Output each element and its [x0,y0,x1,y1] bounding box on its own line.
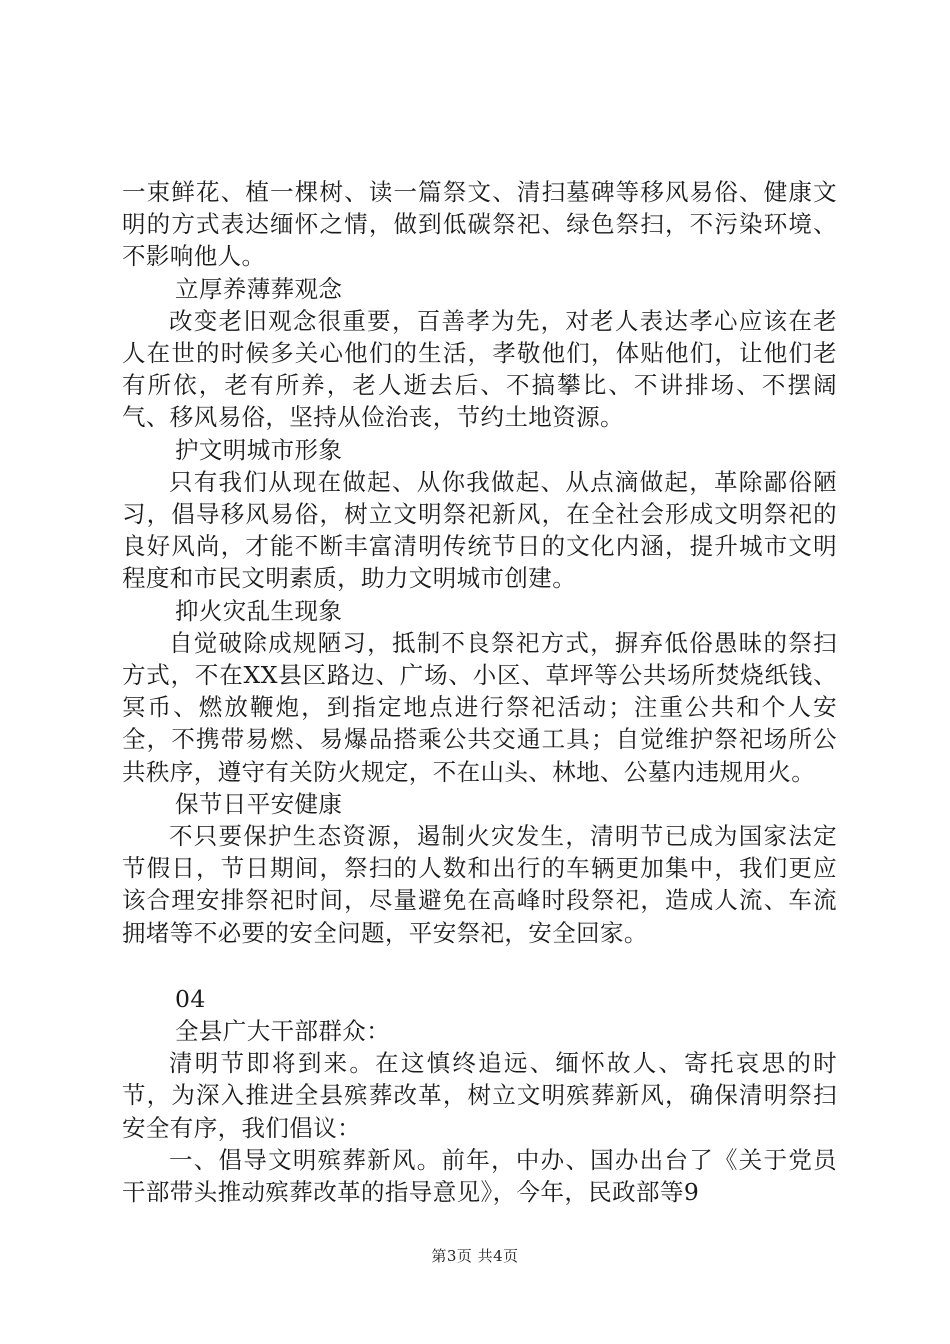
section-heading: 护文明城市形象 [175,435,343,464]
section-heading: 抑火灾乱生现象 [175,596,343,625]
salutation: 全县广大干部群众： [175,1017,391,1046]
document-body [122,176,837,1208]
paragraph: 改变老旧观念很重要，百善孝为先，对老人表达孝心应该在老人在世的时候多关心他们的生活，孝敬他们，体贴他们，让他们老有所依，老有所养，老人逝去后、不搞攀比、不讲排场、不摆阔气、移风易俗，坚持从俭治丧，节约土地资源。 [122,306,837,432]
paragraph-continuation: 一束鲜花、植一棵树、读一篇祭文、清扫墓碑等移风易俗、健康文明的方式表达缅怀之情，做到低碳祭祀、绿色祭扫，不污染环境、不影响他人。 [122,178,837,271]
paragraph: 只有我们从现在做起、从你我做起、从点滴做起，革除鄙俗陋习，倡导移风易俗，树立文明祭祀新风，在全社会形成文明祭祀的良好风尚，才能不断丰富清明传统节日的文化内涵，提升城市文明程度和市民文明素质，助力文明城市创建。 [122,467,837,593]
paragraph-gap [122,949,837,983]
section-heading: 保节日平安健康 [175,789,343,818]
paragraph: 自觉破除成规陋习，抵制不良祭祀方式，摒弃低俗愚昧的祭扫方式，不在XX县区路边、广场、小区、草坪等公共场所焚烧纸钱、冥币、燃放鞭炮，到指定地点进行祭祀活动；注重公共和个人安全，不携带易燃、易爆品搭乘公共交通工具；自觉维护祭祀场所公共秩序，遵守有关防火规定，不在山头、林地、公墓内违规用火。 [122,628,837,786]
paragraph: 一、倡导文明殡葬新风。前年，中办、国办出台了《关于党员干部带头推动殡葬改革的指导意见》，今年，民政部等9 [122,1145,837,1207]
section-heading: 立厚养薄葬观念 [175,274,343,303]
page-number-footer: 第3页 共4页 [431,1247,519,1265]
section-number: 04 [175,984,206,1013]
paragraph: 清明节即将到来。在这慎终追远、缅怀故人、寄托哀思的时节，为深入推进全县殡葬改革，树立文明殡葬新风，确保清明祭扫安全有序，我们倡议： [122,1049,837,1142]
paragraph: 不只要保护生态资源，遏制火灾发生，清明节已成为国家法定节假日，节日期间，祭扫的人数和出行的车辆更加集中，我们更应该合理安排祭祀时间，尽量避免在高峰时段祭祀，造成人流、车流拥堵等不必要的安全问题，平安祭祀，安全回家。 [122,822,837,947]
